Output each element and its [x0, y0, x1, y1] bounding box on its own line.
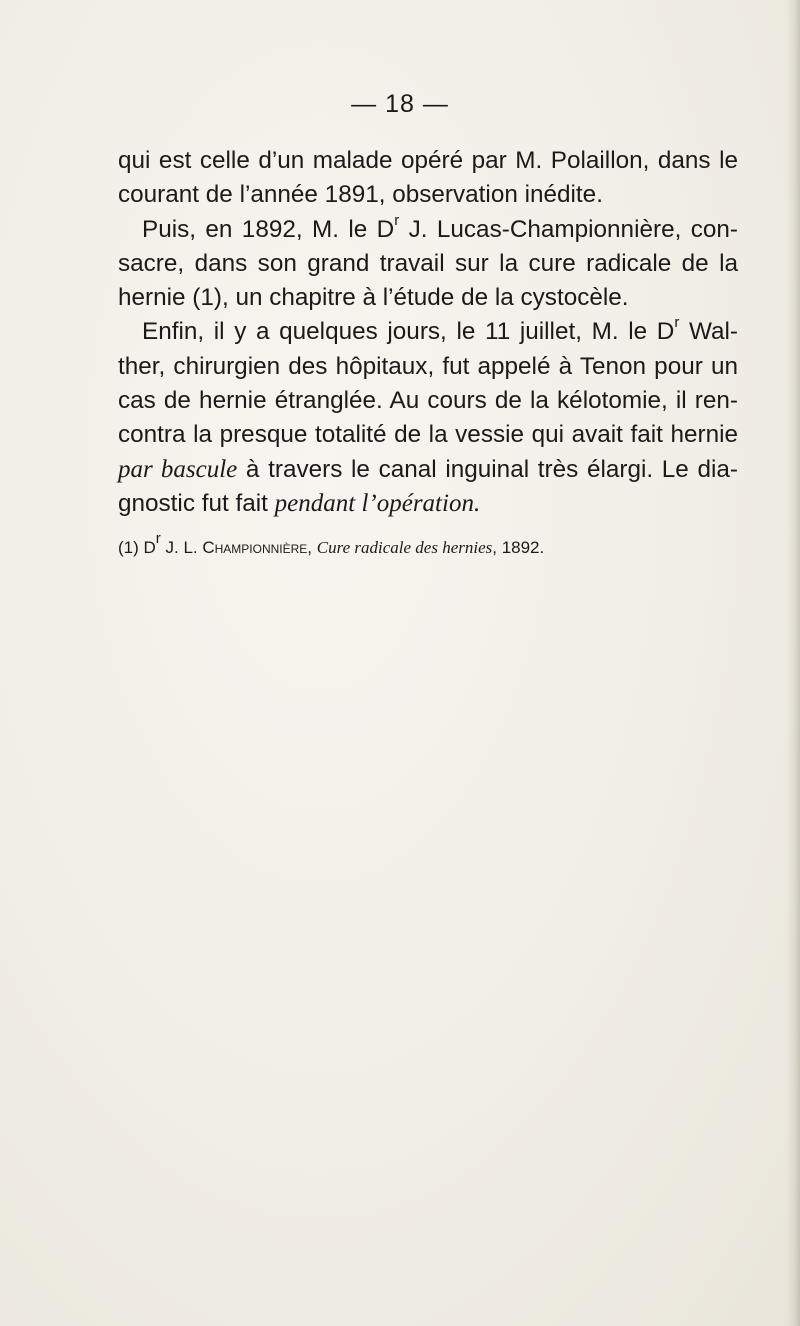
footnote-year: , 1892.: [492, 538, 545, 557]
text-fragment: Enfin, il y a quelques jours, le 11 juillet, M. le D: [142, 318, 675, 346]
text-line: [118, 213, 738, 247]
footnote: [118, 530, 545, 558]
page-number: — 18 —: [351, 90, 449, 118]
text-line: [118, 453, 738, 487]
superscript: r: [155, 530, 161, 548]
text-fragment: Puis, en 1892, M. le D: [142, 215, 395, 243]
text-fragment: à travers le canal inguinal très élargi. Le dia-: [237, 455, 738, 483]
text-line: courant de l’année 1891, observation inédite.: [118, 181, 603, 209]
text-line: qui est celle d’un malade opéré par M. Polaillon, dans le: [118, 147, 738, 174]
page-edge-shadow: [786, 0, 800, 1326]
text-line: contra la presque totalité de la vessie qui avait fait hernie: [118, 421, 738, 449]
italic-phrase: par bascule: [118, 455, 238, 483]
superscript: r: [674, 314, 680, 332]
text-line: ther, chirurgien des hôpitaux, fut appelé à Tenon pour un: [118, 352, 738, 380]
text-fragment: gnostic fut fait: [118, 489, 275, 517]
text-line: sacre, dans son grand travail sur la cure radicale de la: [118, 249, 738, 277]
text-line: hernie (1), un chapitre à l’étude de la cystocèle.: [118, 284, 629, 312]
text-line: cas de hernie étranglée. Au cours de la kélotomie, il ren-: [118, 387, 738, 415]
text-fragment: Wal-: [679, 318, 738, 346]
italic-phrase: pendant l’opération.: [274, 489, 481, 517]
superscript: r: [394, 211, 400, 229]
footnote-author: J. L. Championnière,: [160, 538, 317, 557]
text-line: [118, 487, 738, 521]
footnote-title: Cure radicale des hernies: [316, 538, 493, 557]
footnote-marker: (1) D: [118, 538, 156, 557]
text-line: [118, 315, 738, 349]
text-fragment: J. Lucas-Championnière, con-: [399, 215, 738, 243]
body-text: [118, 144, 738, 521]
